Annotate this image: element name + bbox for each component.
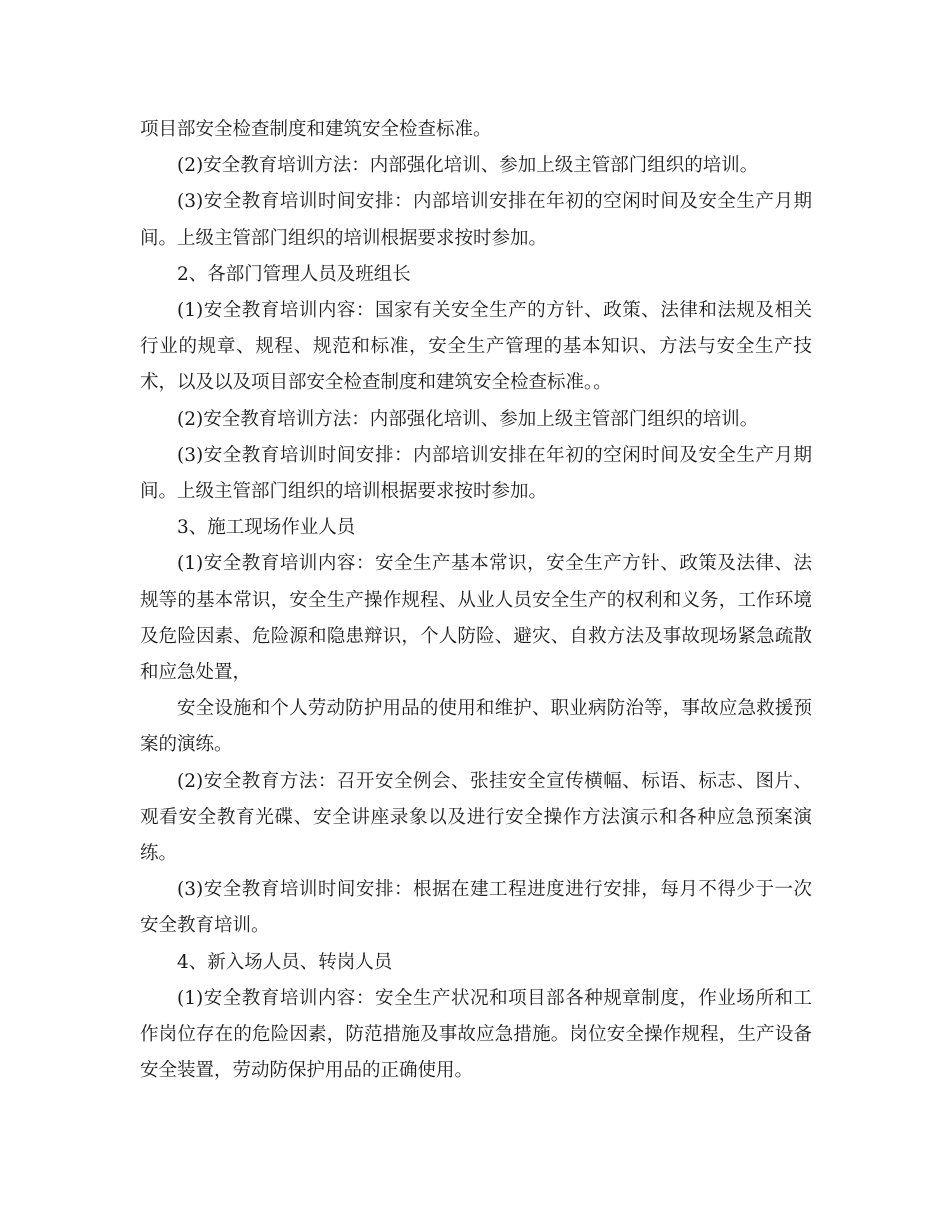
paragraph: (3)安全教育培训时间安排：内部培训安排在年初的空闲时间及安全生产月期间。上级主管部门组织的培训根据要求按时参加。 — [140, 444, 812, 503]
paragraph: (2)安全教育培训方法：内部强化培训、参加上级主管部门组织的培训。 — [177, 408, 759, 430]
paragraph: (1)安全教育培训内容：安全生产状况和项目部各种规章制度，作业场所和工作岗位存在的危险因素，防范措施及事故应急措施。岗位安全操作规程，生产设备安全装置，劳动防保护用品的正确使用。 — [140, 987, 812, 1082]
paragraph-continuation: 项目部安全检查制度和建筑安全检查标准。 — [140, 119, 492, 140]
paragraph: (3)安全教育培训时间安排：根据在建工程进度进行安排，每月不得少于一次安全教育培训。 — [140, 879, 812, 937]
section-heading: 3、施工现场作业人员 — [177, 517, 356, 539]
document-body — [140, 112, 812, 1089]
paragraph: (2)安全教育培训方法：内部强化培训、参加上级主管部门组织的培训。 — [177, 155, 759, 177]
section-heading: 4、新入场人员、转岗人员 — [177, 951, 393, 973]
paragraph: (1)安全教育培训内容：安全生产基本常识，安全生产方针、政策及法律、法规等的基本常识，安全生产操作规程、从业人员安全生产的权利和义务，工作环境及危险因素、危险源和隐患辩识，个人防险、避灾、自救方法及事故现场紧急疏散和应急处置， — [140, 553, 812, 684]
paragraph: (3)安全教育培训时间安排：内部培训安排在年初的空闲时间及安全生产月期间。上级主管部门组织的培训根据要求按时参加。 — [140, 191, 812, 249]
section-heading: 2、各部门管理人员及班组长 — [177, 263, 411, 285]
paragraph: 安全设施和个人劳动防护用品的使用和维护、职业病防治等，事故应急救援预案的演练。 — [140, 698, 812, 756]
paragraph: (1)安全教育培训内容：国家有关安全生产的方针、政策、法律和法规及相关行业的规章、规程、规范和标准，安全生产管理的基本知识、方法与安全生产技术，以及以及项目部安全检查制度和建筑安全检查标准。。 — [140, 300, 812, 394]
paragraph: (2)安全教育方法：召开安全例会、张挂安全宣传横幅、标语、标志、图片、观看安全教育光碟、安全讲座录象以及进行安全操作方法演示和各种应急预案演练。 — [140, 770, 812, 865]
